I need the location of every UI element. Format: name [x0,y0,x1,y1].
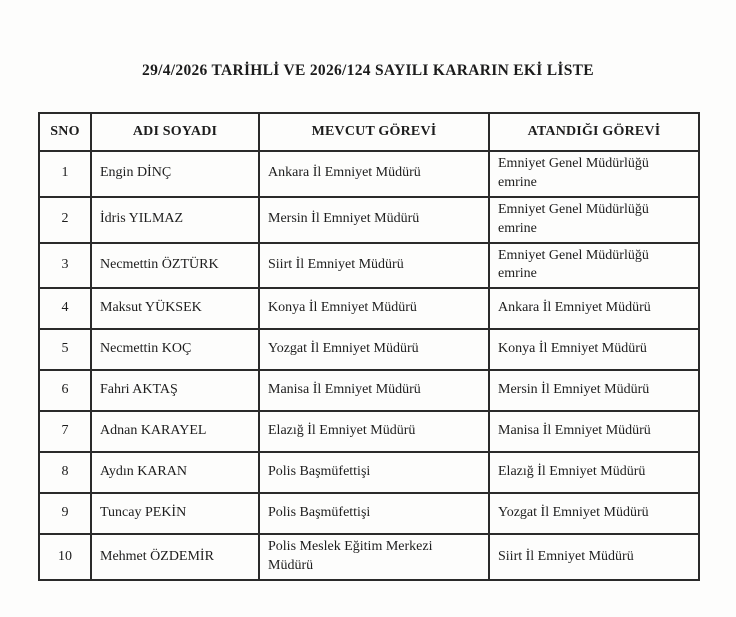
table-row [39,151,699,197]
cell-current: Manisa İl Emniyet Müdürü [259,370,489,411]
header-sno: SNO [39,113,91,151]
cell-assigned: Konya İl Emniyet Müdürü [489,329,699,370]
table-header-row [39,113,699,151]
cell-name: Engin DİNÇ [91,151,259,197]
cell-sno: 5 [39,329,91,370]
cell-sno: 4 [39,288,91,329]
appendix-table [38,112,700,581]
cell-name: Fahri AKTAŞ [91,370,259,411]
cell-assigned: Emniyet Genel Müdürlüğü emrine [489,197,699,243]
cell-sno: 6 [39,370,91,411]
cell-current: Yozgat İl Emniyet Müdürü [259,329,489,370]
cell-sno: 7 [39,411,91,452]
header-assigned: ATANDIĞI GÖREVİ [489,113,699,151]
cell-sno: 3 [39,243,91,289]
cell-sno: 1 [39,151,91,197]
cell-assigned: Emniyet Genel Müdürlüğü emrine [489,243,699,289]
table-row [39,197,699,243]
table-row [39,411,699,452]
cell-current: Polis Meslek Eğitim Merkezi Müdürü [259,534,489,580]
cell-current: Elazığ İl Emniyet Müdürü [259,411,489,452]
cell-name: İdris YILMAZ [91,197,259,243]
document-title: 29/4/2026 TARİHLİ VE 2026/124 SAYILI KARARIN EKİ LİSTE [142,62,594,79]
table-header [39,113,699,151]
cell-sno: 10 [39,534,91,580]
table-body [39,151,699,580]
table-row [39,243,699,289]
table-row [39,493,699,534]
cell-assigned: Elazığ İl Emniyet Müdürü [489,452,699,493]
header-name: ADI SOYADI [91,113,259,151]
cell-current: Mersin İl Emniyet Müdürü [259,197,489,243]
cell-current: Polis Başmüfettişi [259,493,489,534]
cell-assigned: Yozgat İl Emniyet Müdürü [489,493,699,534]
cell-current: Siirt İl Emniyet Müdürü [259,243,489,289]
cell-assigned: Siirt İl Emniyet Müdürü [489,534,699,580]
cell-name: Necmettin KOÇ [91,329,259,370]
table-row [39,288,699,329]
cell-sno: 8 [39,452,91,493]
cell-sno: 2 [39,197,91,243]
cell-name: Necmettin ÖZTÜRK [91,243,259,289]
cell-name: Aydın KARAN [91,452,259,493]
table-row [39,452,699,493]
cell-current: Konya İl Emniyet Müdürü [259,288,489,329]
cell-assigned: Mersin İl Emniyet Müdürü [489,370,699,411]
cell-name: Tuncay PEKİN [91,493,259,534]
cell-name: Adnan KARAYEL [91,411,259,452]
cell-sno: 9 [39,493,91,534]
table-row [39,370,699,411]
cell-name: Mehmet ÖZDEMİR [91,534,259,580]
cell-current: Polis Başmüfettişi [259,452,489,493]
cell-assigned: Emniyet Genel Müdürlüğü emrine [489,151,699,197]
cell-assigned: Ankara İl Emniyet Müdürü [489,288,699,329]
table-row [39,534,699,580]
cell-name: Maksut YÜKSEK [91,288,259,329]
table-row [39,329,699,370]
cell-current: Ankara İl Emniyet Müdürü [259,151,489,197]
header-current: MEVCUT GÖREVİ [259,113,489,151]
cell-assigned: Manisa İl Emniyet Müdürü [489,411,699,452]
